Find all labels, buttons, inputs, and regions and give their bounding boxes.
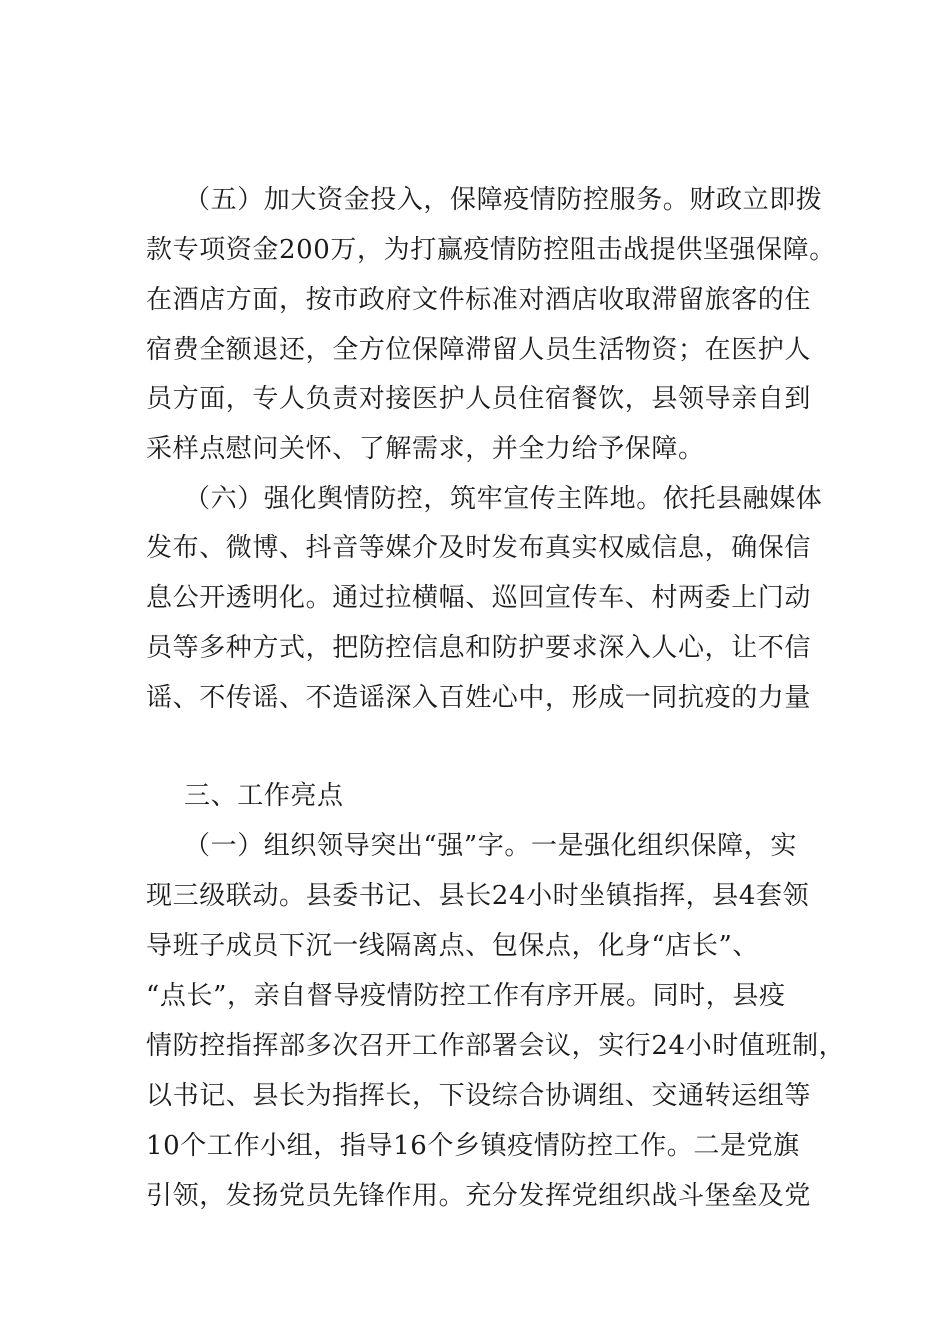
section-heading-3: 三、工作亮点 (184, 781, 344, 811)
paragraph-3-1-line-8: 引领，发扬党员先锋作用。充分发挥党组织战斗堡垒及党 (146, 1181, 812, 1211)
paragraph-3-1-line-4: “点长”，亲自督导疫情防控工作有序开展。同时，县疫 (146, 981, 786, 1011)
paragraph-5-line-1: （五）加大资金投入，保障疫情防控服务。财政立即拨 (184, 185, 823, 215)
paragraph-5-line-6: 采样点慰问关怀、了解需求，并全力给予保障。 (146, 434, 705, 464)
paragraph-6-line-2: 发布、微博、抖音等媒介及时发布真实权威信息，确保信 (146, 533, 812, 563)
paragraph-6-line-4: 员等多种方式，把防控信息和防护要求深入人心，让不信 (146, 633, 812, 663)
paragraph-5-line-4: 宿费全额退还，全方位保障滞留人员生活物资；在医护人 (146, 335, 812, 365)
paragraph-3-1-line-7: 10个工作小组，指导16个乡镇疫情防控工作。二是党旗 (146, 1131, 800, 1161)
paragraph-5-line-3: 在酒店方面，按市政府文件标准对酒店收取滞留旅客的住 (146, 285, 812, 315)
paragraph-6-line-5: 谣、不传谣、不造谣深入百姓心中，形成一同抗疫的力量 (146, 683, 812, 713)
paragraph-3-1-line-1: （一）组织领导突出“强”字。一是强化组织保障，实 (184, 831, 797, 861)
paragraph-3-1-line-6: 以书记、县长为指挥长，下设综合协调组、交通转运组等 (146, 1081, 812, 1111)
paragraph-3-1-line-2: 现三级联动。县委书记、县长24小时坐镇指挥，县4套领 (146, 881, 810, 911)
paragraph-6-line-3: 息公开透明化。通过拉横幅、巡回宣传车、村两委上门动 (146, 583, 812, 613)
paragraph-3-1-line-3: 导班子成员下沉一线隔离点、包保点，化身“店长”、 (146, 931, 759, 961)
paragraph-3-1-line-5: 情防控指挥部多次召开工作部署会议，实行24小时值班制， (146, 1031, 846, 1061)
paragraph-6-line-1: （六）强化舆情防控，筑牢宣传主阵地。依托县融媒体 (184, 484, 823, 514)
paragraph-5-line-2: 款专项资金200万，为打赢疫情防控阻击战提供坚强保障。 (146, 235, 836, 265)
paragraph-5-line-5: 员方面，专人负责对接医护人员住宿餐饮，县领导亲自到 (146, 384, 812, 414)
